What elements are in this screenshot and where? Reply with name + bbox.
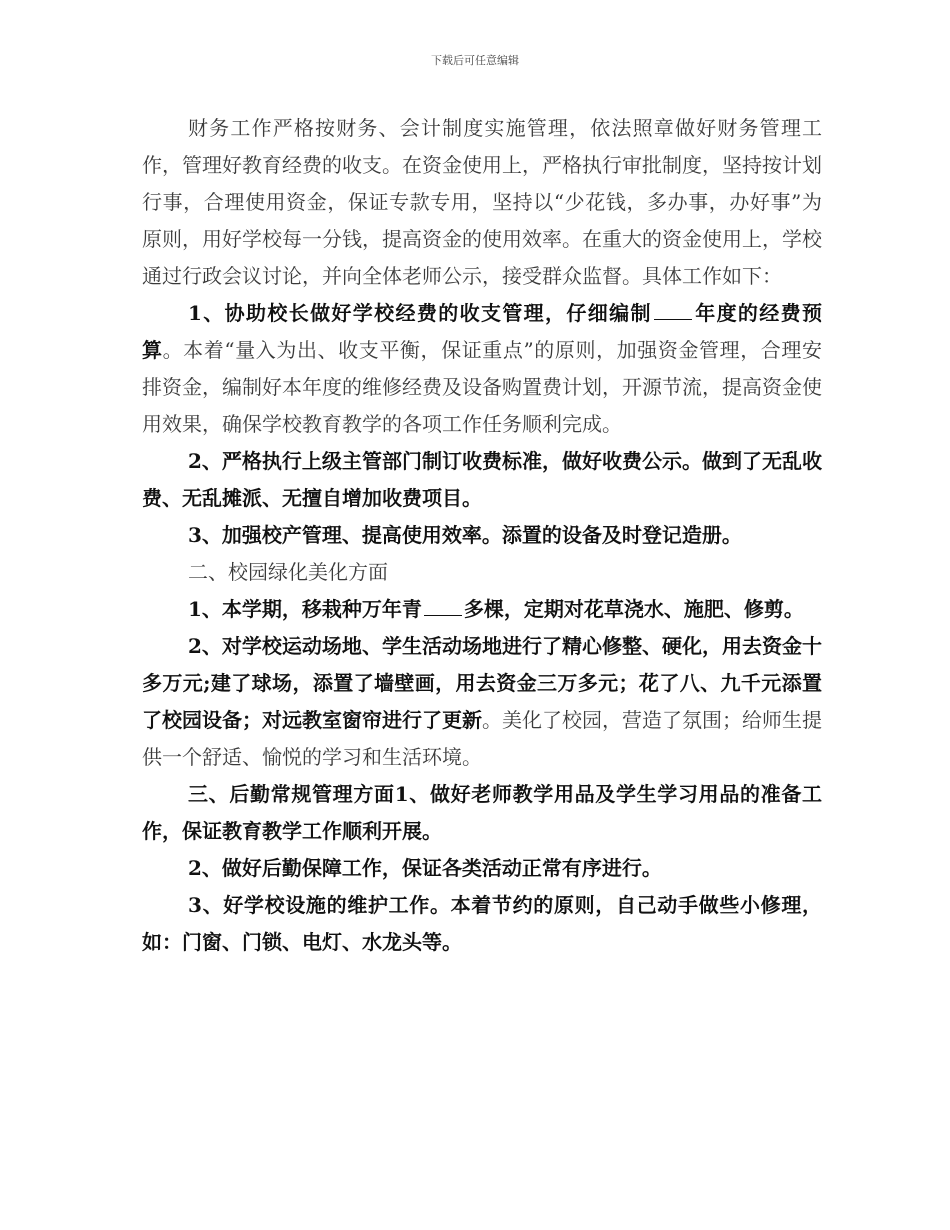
page-header: 下载后可任意编辑: [431, 54, 519, 67]
paragraph-support: 2、做好后勤保障工作，保证各类活动正常有序进行。: [188, 856, 662, 880]
paragraph-fees: 2、严格执行上级主管部门制订收费标准，做好收费公示。做到了无乱收费、无乱摊派、无擅自增加收费项目。: [142, 449, 822, 510]
blank-year: [654, 299, 692, 320]
paragraph-budget: [142, 295, 822, 443]
paragraph-planting: [142, 591, 822, 628]
blank-count: [424, 595, 462, 616]
renovation-detail: 。美化了校园，营造了氛围；给师生提供一个舒适、愉悦的学习和生活环境。: [142, 708, 822, 769]
budget-lead-end: 年度的经费预算: [142, 301, 823, 362]
section-heading-greening: 二、校园绿化美化方面: [188, 560, 388, 584]
document-body: [142, 110, 822, 961]
paragraph-assets: 3、加强校产管理、提高使用效率。添置的设备及时登记造册。: [188, 523, 742, 547]
planting-lead: 1、本学期，移栽种万年青: [188, 597, 422, 621]
paragraph-logistics: 三、后勤常规管理方面1、做好老师教学用品及学生学习用品的准备工作，保证教育教学工作顺利开展。: [142, 782, 822, 843]
paragraph-renovation: [142, 628, 822, 776]
paragraph-maintenance: 3、好学校设施的维护工作。本着节约的原则，自己动手做些小修理，如：门窗、门锁、电灯、水龙头等。: [142, 893, 822, 954]
paragraph-intro: 财务工作严格按财务、会计制度实施管理，依法照章做好财务管理工作，管理好教育经费的收支。在资金使用上，严格执行审批制度，坚持按计划行事，合理使用资金，保证专款专用，坚持以“少花钱，多办事，办好事”为原则，用好学校每一分钱，提高资金的使用效率。在重大的资金使用上，学校通过行政会议讨论，并向全体老师公示，接受群众监督。具体工作如下：: [142, 116, 822, 288]
renovation-lead: 2、对学校运动场地、学生活动场地进行了精心修整、硬化，用去资金十多万元;建了球场，添置了墙壁画，用去资金三万多元；花了八、九千元添置了校园设备；对远教室窗帘进行了更新: [142, 634, 822, 732]
budget-detail: 。本着“量入为出、收支平衡，保证重点”的原则，加强资金管理，合理安排资金，编制好本年度的维修经费及设备购置费计划，开源节流，提高资金使用效果，确保学校教育教学的各项工作任务顺利完成。: [142, 338, 822, 436]
planting-rest: 多棵，定期对花草浇水、施肥、修剪。: [463, 597, 804, 621]
budget-lead: 1、协助校长做好学校经费的收支管理，仔细编制: [188, 301, 652, 325]
